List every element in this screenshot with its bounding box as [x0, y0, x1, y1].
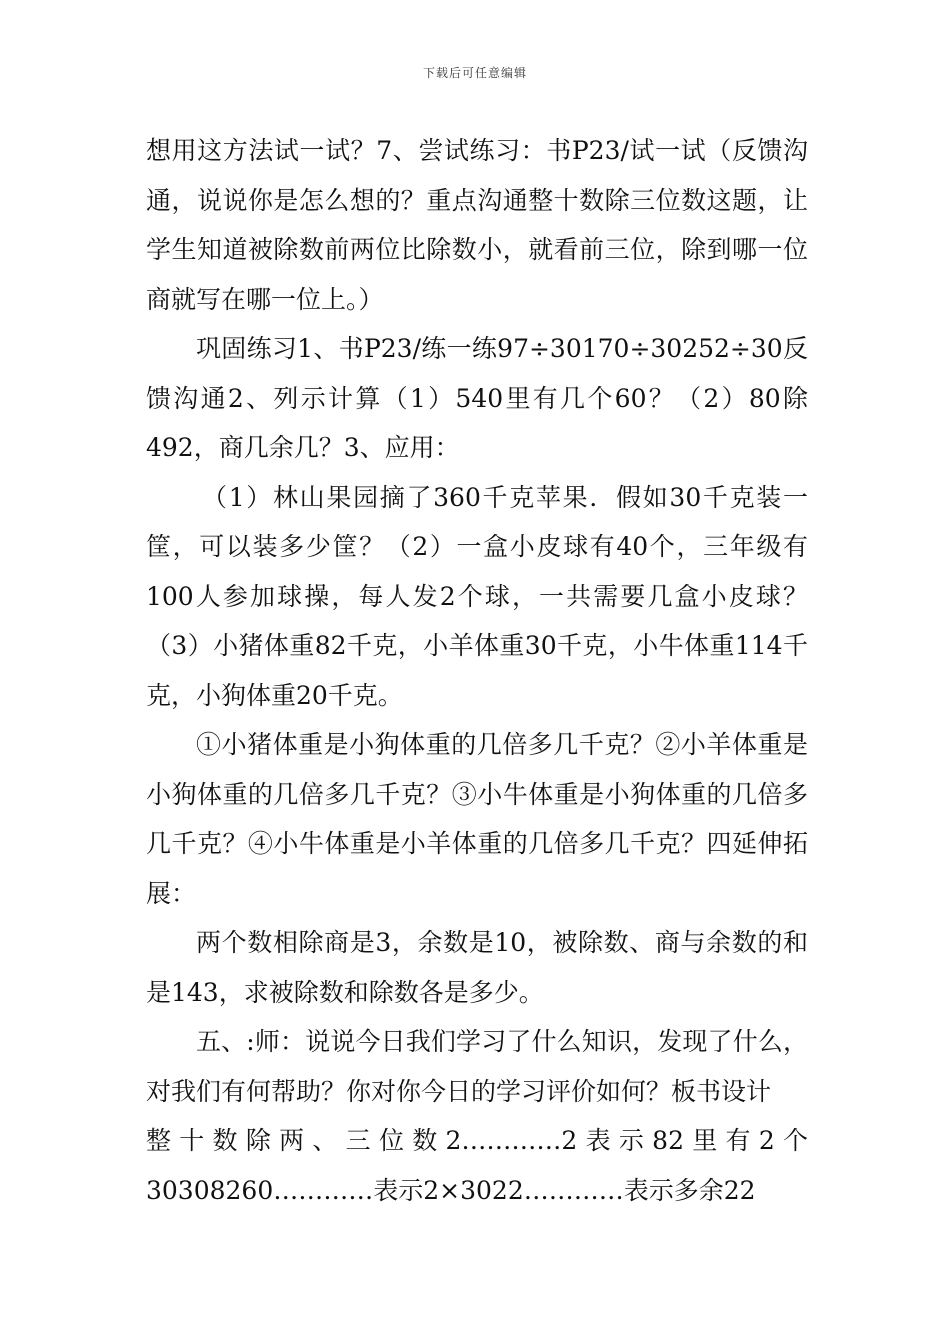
- paragraph-weight-questions: ①小猪体重是小狗体重的几倍多几千克？②小羊体重是小狗体重的几倍多几千克？③小牛体重是小狗体重的几倍多几千克？④小牛体重是小羊体重的几倍多几千克？四延伸拓展：: [146, 730, 808, 908]
- paragraph-board-design-line1: 整十数除两、三位数2…………2表示82里有2个: [146, 1126, 808, 1155]
- paragraph-application-problems: （1）林山果园摘了360千克苹果．假如30千克装一筐，可以装多少筐？（2）一盒小皮球有40个，三年级有100人参加球操，每人发2个球，一共需要几盒小皮球？（3）小猪体重82千克，小羊体重30千克，小牛体重114千克，小狗体重20千克。: [146, 482, 808, 710]
- paragraph-summary: 五、:师：说说今日我们学习了什么知识，发现了什么，对我们有何帮助？你对你今日的学习评价如何？板书设计: [146, 1027, 808, 1106]
- paragraph-consolidation-practice: 巩固练习1、书P23/练一练97÷30170÷30252÷30反馈沟通2、列示计算（1）540里有几个60？（2）80除492，商几余几？3、应用：: [146, 334, 808, 462]
- paragraph-extension: 两个数相除商是3，余数是10，被除数、商与余数的和是143，求被除数和除数各是多少。: [146, 928, 808, 1007]
- page-header: 下载后可任意编辑: [422, 66, 527, 80]
- paragraph-board-design-line2: 30308260…………表示2×3022…………表示多余22: [146, 1175, 756, 1205]
- paragraph-trial-practice: 想用这方法试一试？7、尝试练习：书P23/试一试（反馈沟通，说说你是怎么想的？重点沟通整十数除三位数这题，让学生知道被除数前两位比除数小，就看前三位，除到哪一位商就写在哪一位上。）: [146, 136, 808, 314]
- document-body: [146, 126, 808, 1215]
